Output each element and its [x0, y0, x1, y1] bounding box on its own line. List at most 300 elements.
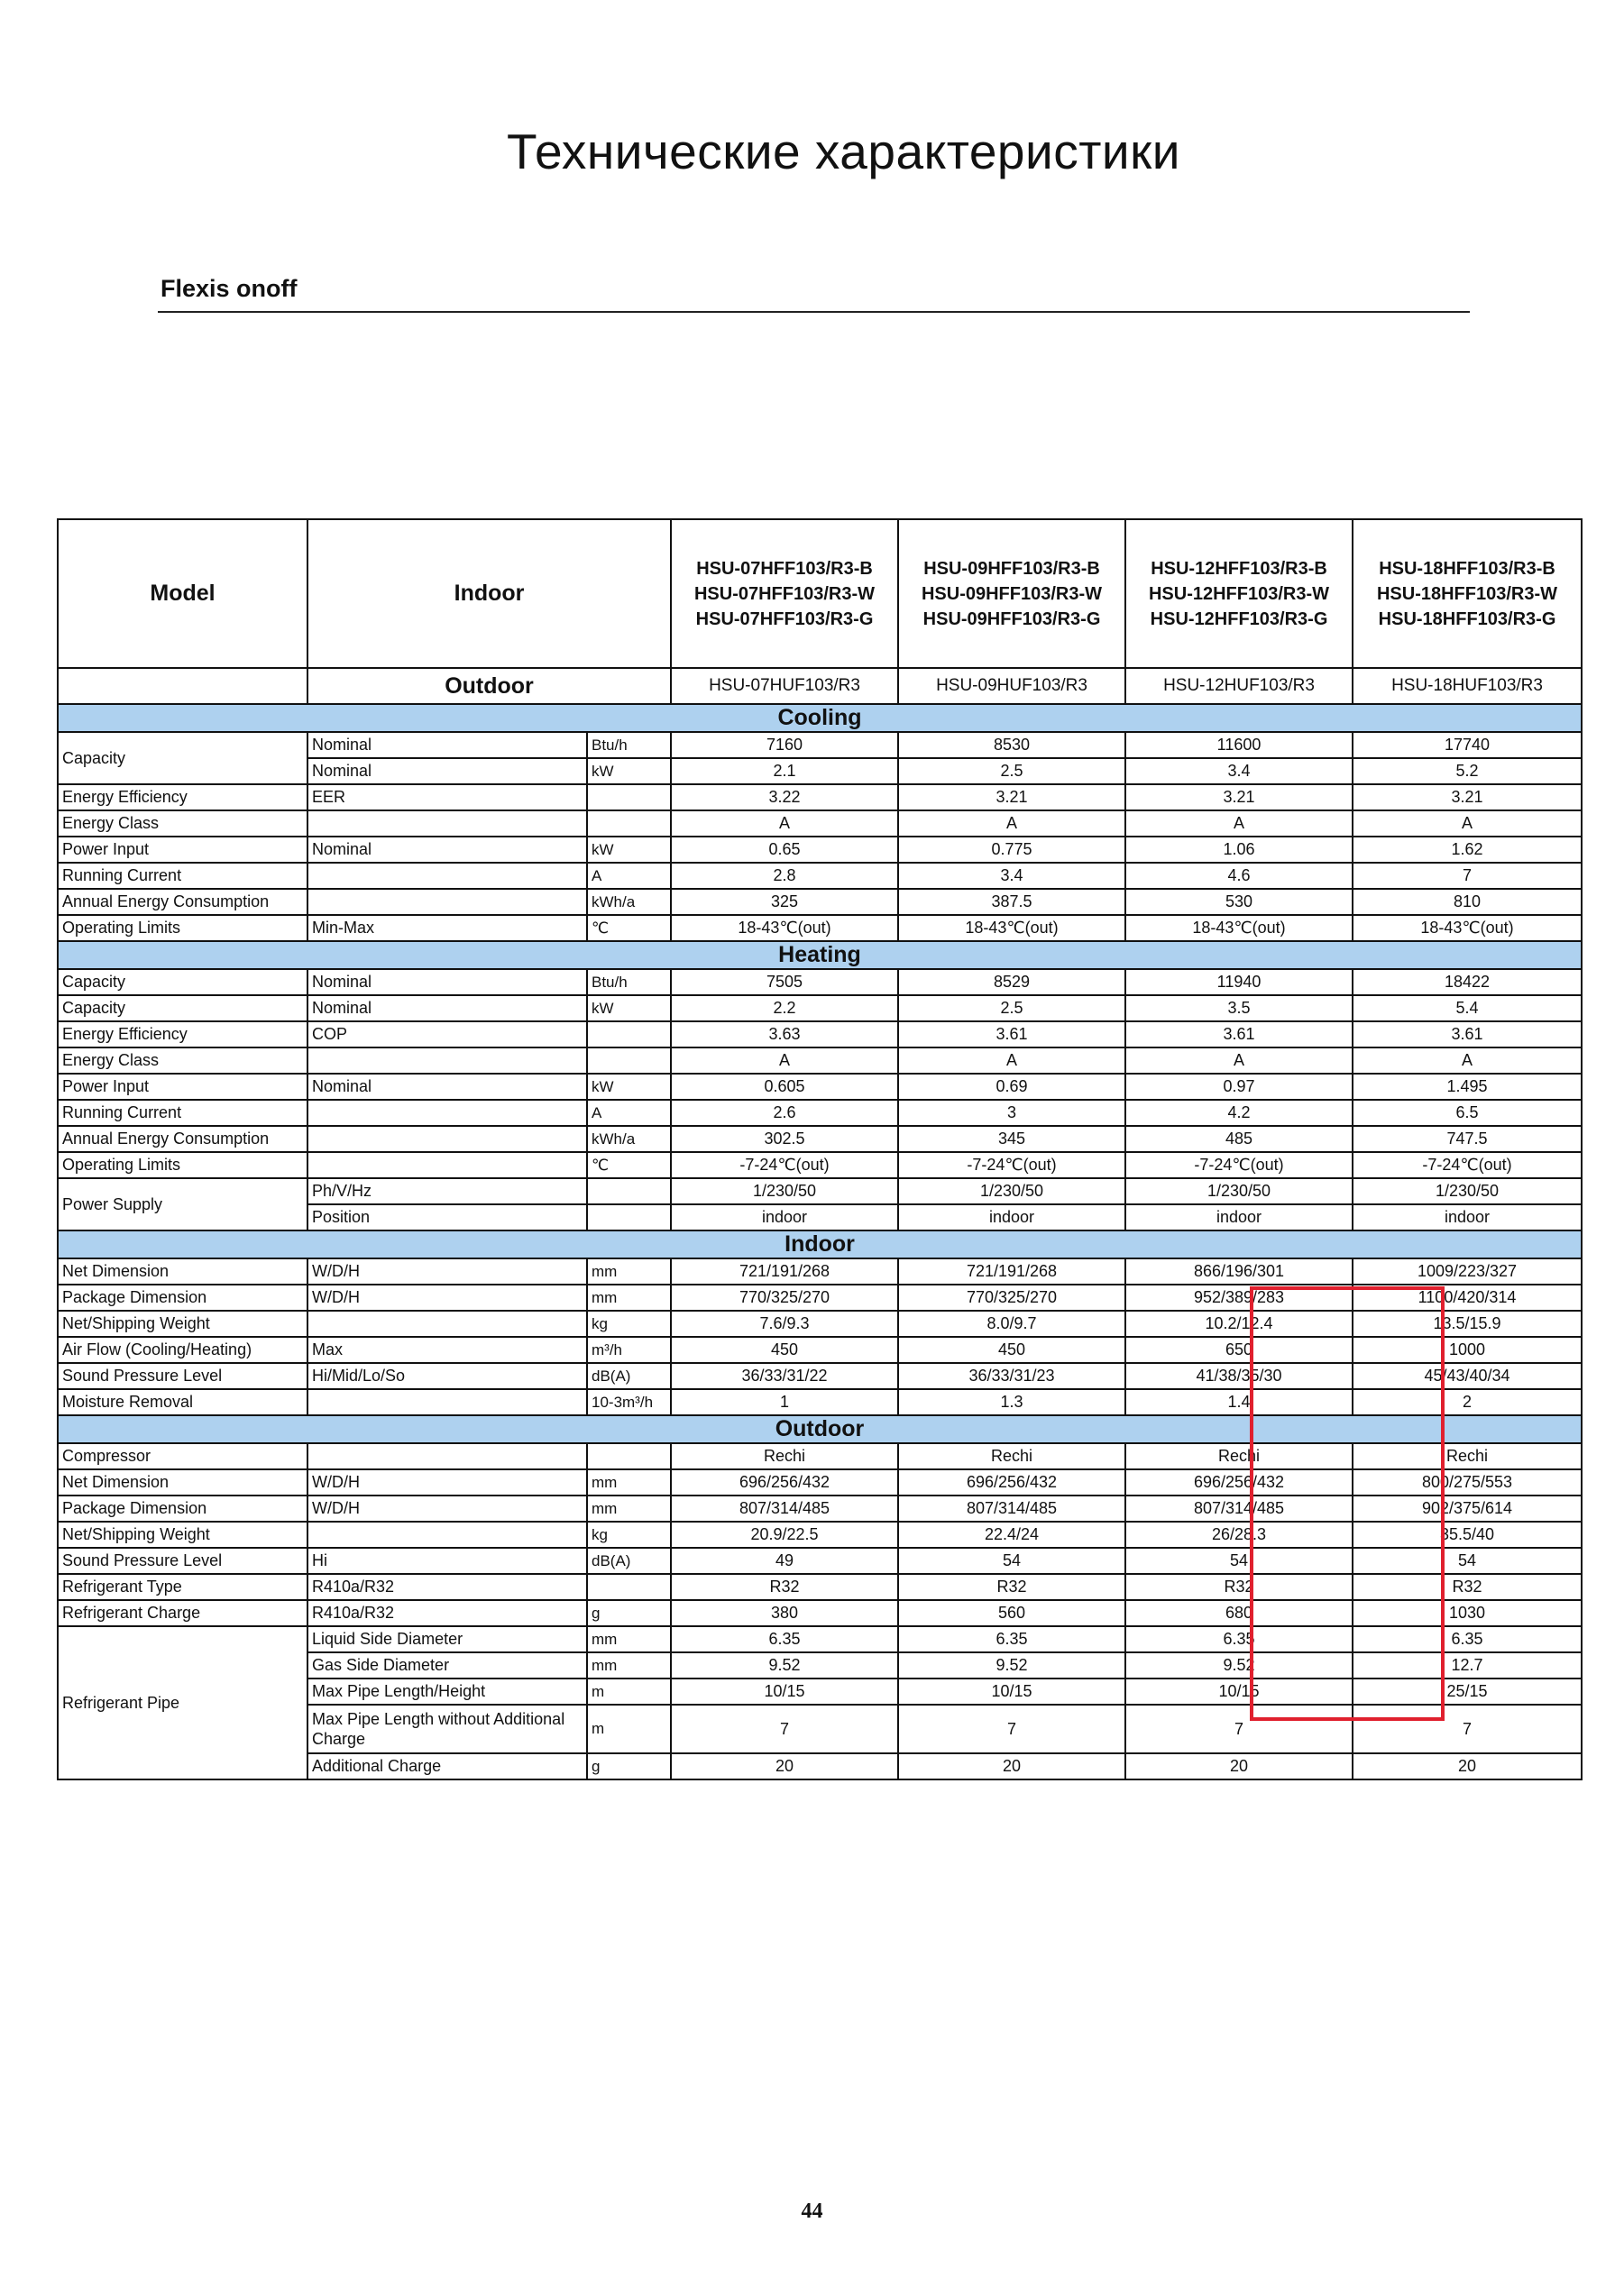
- param-cell: Net Dimension: [58, 1258, 307, 1285]
- spec-row: [58, 1522, 1582, 1548]
- sub-param-cell: [307, 1311, 587, 1337]
- param-cell: Sound Pressure Level: [58, 1363, 307, 1389]
- value-cell: 0.775: [898, 837, 1125, 863]
- sub-param-cell: Nominal: [307, 969, 587, 995]
- value-cell: 18-43℃(out): [1125, 915, 1353, 941]
- value-cell: A: [671, 1047, 898, 1074]
- value-cell: 387.5: [898, 889, 1125, 915]
- value-cell: R32: [1125, 1574, 1353, 1600]
- param-cell: Energy Efficiency: [58, 784, 307, 810]
- value-cell: 380: [671, 1600, 898, 1626]
- value-cell: -7-24℃(out): [1353, 1152, 1582, 1178]
- unit-cell: kW: [587, 758, 671, 784]
- spec-row: [58, 1443, 1582, 1469]
- spec-row: [58, 863, 1582, 889]
- unit-cell: A: [587, 863, 671, 889]
- value-cell: 450: [671, 1337, 898, 1363]
- value-cell: 3.61: [1125, 1021, 1353, 1047]
- sub-param-cell: [307, 863, 587, 889]
- param-cell: Sound Pressure Level: [58, 1548, 307, 1574]
- sub-param-cell: Nominal: [307, 837, 587, 863]
- value-cell: 810: [1353, 889, 1582, 915]
- spec-row: [58, 1047, 1582, 1074]
- value-cell: 45/43/40/34: [1353, 1363, 1582, 1389]
- value-cell: 2.5: [898, 995, 1125, 1021]
- value-cell: 1/230/50: [671, 1178, 898, 1204]
- value-cell: 7: [898, 1705, 1125, 1753]
- unit-cell: dB(A): [587, 1363, 671, 1389]
- value-cell: 650: [1125, 1337, 1353, 1363]
- page-title: Технические характеристики: [507, 123, 1180, 179]
- value-cell: 1/230/50: [898, 1178, 1125, 1204]
- unit-cell: A: [587, 1100, 671, 1126]
- value-cell: 866/196/301: [1125, 1258, 1353, 1285]
- value-cell: Rechi: [1125, 1443, 1353, 1469]
- sub-param-cell: [307, 889, 587, 915]
- param-cell: Energy Efficiency: [58, 1021, 307, 1047]
- spec-row: [58, 1389, 1582, 1415]
- model-variant: HSU-18HFF103/R3-B: [1379, 558, 1555, 579]
- unit-cell: mm: [587, 1285, 671, 1311]
- value-cell: 6.5: [1353, 1100, 1582, 1126]
- value-cell: 1.3: [898, 1389, 1125, 1415]
- value-cell: 20.9/22.5: [671, 1522, 898, 1548]
- value-cell: 4.6: [1125, 863, 1353, 889]
- sub-param-cell: Liquid Side Diameter: [307, 1626, 587, 1652]
- value-cell: 7: [671, 1705, 898, 1753]
- spec-row: [58, 732, 1582, 758]
- value-cell: 807/314/485: [1125, 1496, 1353, 1522]
- sub-param-cell: W/D/H: [307, 1496, 587, 1522]
- value-cell: 3: [898, 1100, 1125, 1126]
- value-cell: indoor: [1125, 1204, 1353, 1230]
- param-cell: Energy Class: [58, 810, 307, 837]
- value-cell: Rechi: [898, 1443, 1125, 1469]
- value-cell: A: [671, 810, 898, 837]
- value-cell: 485: [1125, 1126, 1353, 1152]
- model-variant: HSU-07HFF103/R3-W: [693, 583, 876, 604]
- sub-param-cell: R410a/R32: [307, 1600, 587, 1626]
- outdoor-model-cell: HSU-07HUF103/R3: [671, 668, 898, 704]
- model-variant: HSU-09HFF103/R3-B: [923, 558, 1100, 579]
- value-cell: 3.21: [1353, 784, 1582, 810]
- blank-cell: [58, 668, 307, 704]
- indoor-model-cell: [1125, 519, 1353, 668]
- param-cell: Power Input: [58, 1074, 307, 1100]
- value-cell: 902/375/614: [1353, 1496, 1582, 1522]
- value-cell: 696/256/432: [1125, 1469, 1353, 1496]
- sub-param-cell: Nominal: [307, 732, 587, 758]
- unit-cell: [587, 1443, 671, 1469]
- section-header-row: [58, 941, 1582, 969]
- value-cell: 1/230/50: [1353, 1178, 1582, 1204]
- param-cell: Net/Shipping Weight: [58, 1522, 307, 1548]
- value-cell: 6.35: [898, 1626, 1125, 1652]
- outdoor-header: Outdoor: [307, 668, 671, 704]
- value-cell: 0.65: [671, 837, 898, 863]
- value-cell: 721/191/268: [671, 1258, 898, 1285]
- unit-cell: [587, 1178, 671, 1204]
- section-header: Outdoor: [58, 1415, 1582, 1443]
- unit-cell: dB(A): [587, 1548, 671, 1574]
- value-cell: 5.2: [1353, 758, 1582, 784]
- spec-row: [58, 969, 1582, 995]
- value-cell: 11600: [1125, 732, 1353, 758]
- unit-cell: mm: [587, 1626, 671, 1652]
- model-variant: HSU-07HFF103/R3-G: [695, 608, 874, 629]
- value-cell: 0.97: [1125, 1074, 1353, 1100]
- value-cell: 8.0/9.7: [898, 1311, 1125, 1337]
- unit-cell: mm: [587, 1258, 671, 1285]
- value-cell: 721/191/268: [898, 1258, 1125, 1285]
- spec-row: [58, 1152, 1582, 1178]
- section-header-row: [58, 1415, 1582, 1443]
- param-cell: Refrigerant Type: [58, 1574, 307, 1600]
- value-cell: 18-43℃(out): [1353, 915, 1582, 941]
- param-cell: Refrigerant Pipe: [58, 1626, 307, 1779]
- spec-row: [58, 1126, 1582, 1152]
- spec-row: [58, 1626, 1582, 1652]
- value-cell: 5.4: [1353, 995, 1582, 1021]
- model-variant: HSU-09HFF103/R3-G: [922, 608, 1101, 629]
- sub-param-cell: W/D/H: [307, 1469, 587, 1496]
- value-cell: 3.21: [1125, 784, 1353, 810]
- value-cell: 18-43℃(out): [671, 915, 898, 941]
- value-cell: 3.21: [898, 784, 1125, 810]
- value-cell: 10/15: [898, 1679, 1125, 1705]
- value-cell: 12.7: [1353, 1652, 1582, 1679]
- value-cell: 20: [1125, 1753, 1353, 1779]
- value-cell: 0.605: [671, 1074, 898, 1100]
- value-cell: 18422: [1353, 969, 1582, 995]
- value-cell: 10.2/12.4: [1125, 1311, 1353, 1337]
- sub-param-cell: [307, 1522, 587, 1548]
- param-cell: Package Dimension: [58, 1496, 307, 1522]
- sub-param-cell: W/D/H: [307, 1258, 587, 1285]
- param-cell: Annual Energy Consumption: [58, 1126, 307, 1152]
- value-cell: 7160: [671, 732, 898, 758]
- value-cell: 49: [671, 1548, 898, 1574]
- value-cell: A: [1353, 810, 1582, 837]
- value-cell: 4.2: [1125, 1100, 1353, 1126]
- model-variant: HSU-18HFF103/R3-G: [1378, 608, 1556, 629]
- value-cell: 1009/223/327: [1353, 1258, 1582, 1285]
- param-cell: Power Input: [58, 837, 307, 863]
- param-cell: Refrigerant Charge: [58, 1600, 307, 1626]
- model-variant: HSU-12HFF103/R3-W: [1148, 583, 1330, 604]
- unit-cell: [587, 1047, 671, 1074]
- value-cell: 1.4: [1125, 1389, 1353, 1415]
- value-cell: 800/275/553: [1353, 1469, 1582, 1496]
- unit-cell: m: [587, 1679, 671, 1705]
- param-cell: Moisture Removal: [58, 1389, 307, 1415]
- value-cell: 2: [1353, 1389, 1582, 1415]
- section-header: Cooling: [58, 704, 1582, 732]
- param-cell: Operating Limits: [58, 1152, 307, 1178]
- param-cell: Capacity: [58, 732, 307, 784]
- value-cell: 18-43℃(out): [898, 915, 1125, 941]
- value-cell: Rechi: [1353, 1443, 1582, 1469]
- value-cell: 2.1: [671, 758, 898, 784]
- param-cell: Capacity: [58, 969, 307, 995]
- value-cell: 2.6: [671, 1100, 898, 1126]
- spec-row: [58, 1100, 1582, 1126]
- value-cell: 952/389/283: [1125, 1285, 1353, 1311]
- sub-param-cell: Min-Max: [307, 915, 587, 941]
- value-cell: R32: [898, 1574, 1125, 1600]
- value-cell: 9.52: [1125, 1652, 1353, 1679]
- unit-cell: kW: [587, 837, 671, 863]
- sub-param-cell: EER: [307, 784, 587, 810]
- spec-row: [58, 889, 1582, 915]
- unit-cell: 10-3m³/h: [587, 1389, 671, 1415]
- value-cell: 54: [1125, 1548, 1353, 1574]
- sub-param-cell: [307, 1443, 587, 1469]
- sub-param-cell: W/D/H: [307, 1285, 587, 1311]
- indoor-model-cell: [671, 519, 898, 668]
- param-cell: Running Current: [58, 1100, 307, 1126]
- value-cell: 450: [898, 1337, 1125, 1363]
- unit-cell: g: [587, 1753, 671, 1779]
- header-indoor-row: [58, 519, 1582, 668]
- sub-param-cell: Max: [307, 1337, 587, 1363]
- value-cell: 10/15: [1125, 1679, 1353, 1705]
- value-cell: 9.52: [898, 1652, 1125, 1679]
- unit-cell: kWh/a: [587, 889, 671, 915]
- indoor-header: Indoor: [307, 519, 671, 668]
- param-cell: Air Flow (Cooling/Heating): [58, 1337, 307, 1363]
- param-cell: Compressor: [58, 1443, 307, 1469]
- unit-cell: Btu/h: [587, 732, 671, 758]
- spec-row: [58, 1363, 1582, 1389]
- section-header-row: [58, 1230, 1582, 1258]
- unit-cell: [587, 810, 671, 837]
- sub-param-cell: [307, 1100, 587, 1126]
- unit-cell: m³/h: [587, 1337, 671, 1363]
- value-cell: indoor: [671, 1204, 898, 1230]
- param-cell: Operating Limits: [58, 915, 307, 941]
- param-cell: Energy Class: [58, 1047, 307, 1074]
- sub-param-cell: Ph/V/Hz: [307, 1178, 587, 1204]
- value-cell: 8530: [898, 732, 1125, 758]
- value-cell: 1.62: [1353, 837, 1582, 863]
- spec-row: [58, 1285, 1582, 1311]
- value-cell: 26/28.3: [1125, 1522, 1353, 1548]
- sub-param-cell: Max Pipe Length/Height: [307, 1679, 587, 1705]
- spec-row: [58, 1496, 1582, 1522]
- unit-cell: mm: [587, 1469, 671, 1496]
- spec-row: [58, 995, 1582, 1021]
- value-cell: 1/230/50: [1125, 1178, 1353, 1204]
- param-cell: Capacity: [58, 995, 307, 1021]
- value-cell: 302.5: [671, 1126, 898, 1152]
- unit-cell: kW: [587, 1074, 671, 1100]
- value-cell: 560: [898, 1600, 1125, 1626]
- param-cell: Net Dimension: [58, 1469, 307, 1496]
- param-cell: Annual Energy Consumption: [58, 889, 307, 915]
- value-cell: 11940: [1125, 969, 1353, 995]
- sub-param-cell: [307, 1389, 587, 1415]
- unit-cell: [587, 1204, 671, 1230]
- section-header: Indoor: [58, 1230, 1582, 1258]
- param-cell: Power Supply: [58, 1178, 307, 1230]
- unit-cell: mm: [587, 1652, 671, 1679]
- value-cell: 36/33/31/23: [898, 1363, 1125, 1389]
- product-series-title: Flexis onoff: [161, 275, 298, 302]
- value-cell: indoor: [898, 1204, 1125, 1230]
- value-cell: 3.22: [671, 784, 898, 810]
- unit-cell: kg: [587, 1311, 671, 1337]
- spec-row: [58, 1600, 1582, 1626]
- sub-param-cell: Nominal: [307, 995, 587, 1021]
- sub-param-cell: COP: [307, 1021, 587, 1047]
- param-cell: Package Dimension: [58, 1285, 307, 1311]
- value-cell: 17740: [1353, 732, 1582, 758]
- value-cell: A: [898, 810, 1125, 837]
- unit-cell: kg: [587, 1522, 671, 1548]
- unit-cell: m: [587, 1705, 671, 1753]
- value-cell: 35.5/40: [1353, 1522, 1582, 1548]
- sub-param-cell: Nominal: [307, 1074, 587, 1100]
- value-cell: 807/314/485: [898, 1496, 1125, 1522]
- value-cell: 770/325/270: [898, 1285, 1125, 1311]
- value-cell: 8529: [898, 969, 1125, 995]
- sub-param-cell: Gas Side Diameter: [307, 1652, 587, 1679]
- value-cell: A: [898, 1047, 1125, 1074]
- unit-cell: [587, 784, 671, 810]
- value-cell: 7.6/9.3: [671, 1311, 898, 1337]
- value-cell: 1: [671, 1389, 898, 1415]
- value-cell: 807/314/485: [671, 1496, 898, 1522]
- value-cell: 530: [1125, 889, 1353, 915]
- value-cell: 1.495: [1353, 1074, 1582, 1100]
- value-cell: 7: [1125, 1705, 1353, 1753]
- value-cell: 20: [1353, 1753, 1582, 1779]
- value-cell: 1000: [1353, 1337, 1582, 1363]
- value-cell: 6.35: [1125, 1626, 1353, 1652]
- sub-param-cell: R410a/R32: [307, 1574, 587, 1600]
- model-variant: HSU-12HFF103/R3-B: [1151, 558, 1327, 579]
- value-cell: -7-24℃(out): [671, 1152, 898, 1178]
- spec-row: [58, 1469, 1582, 1496]
- header-outdoor-row: [58, 668, 1582, 704]
- outdoor-model-cell: HSU-18HUF103/R3: [1353, 668, 1582, 704]
- value-cell: -7-24℃(out): [1125, 1152, 1353, 1178]
- spec-table: [57, 518, 1583, 1780]
- value-cell: 20: [671, 1753, 898, 1779]
- value-cell: 20: [898, 1753, 1125, 1779]
- param-cell: Running Current: [58, 863, 307, 889]
- value-cell: 3.61: [898, 1021, 1125, 1047]
- value-cell: A: [1353, 1047, 1582, 1074]
- value-cell: R32: [1353, 1574, 1582, 1600]
- sub-param-cell: Additional Charge: [307, 1753, 587, 1779]
- title-underline: [158, 311, 1470, 313]
- spec-row: [58, 1258, 1582, 1285]
- value-cell: 1.06: [1125, 837, 1353, 863]
- value-cell: 2.5: [898, 758, 1125, 784]
- sub-param-cell: Position: [307, 1204, 587, 1230]
- model-variant: HSU-12HFF103/R3-G: [1150, 608, 1328, 629]
- value-cell: 13.5/15.9: [1353, 1311, 1582, 1337]
- value-cell: 2.8: [671, 863, 898, 889]
- outdoor-model-cell: HSU-09HUF103/R3: [898, 668, 1125, 704]
- value-cell: -7-24℃(out): [898, 1152, 1125, 1178]
- sub-param-cell: Max Pipe Length without Additional Charge: [307, 1705, 587, 1753]
- value-cell: indoor: [1353, 1204, 1582, 1230]
- page-number: 44: [801, 2200, 823, 2223]
- value-cell: 6.35: [1353, 1626, 1582, 1652]
- spec-row: [58, 1574, 1582, 1600]
- spec-row: [58, 1311, 1582, 1337]
- sub-param-cell: [307, 810, 587, 837]
- sub-param-cell: [307, 1152, 587, 1178]
- spec-row: [58, 837, 1582, 863]
- sub-param-cell: Hi/Mid/Lo/So: [307, 1363, 587, 1389]
- spec-row: [58, 1074, 1582, 1100]
- spec-row: [58, 784, 1582, 810]
- section-header-row: [58, 704, 1582, 732]
- value-cell: R32: [671, 1574, 898, 1600]
- unit-cell: kW: [587, 995, 671, 1021]
- spec-row: [58, 915, 1582, 941]
- indoor-model-cell: [898, 519, 1125, 668]
- param-cell: Net/Shipping Weight: [58, 1311, 307, 1337]
- value-cell: 10/15: [671, 1679, 898, 1705]
- spec-row: [58, 1337, 1582, 1363]
- value-cell: 7505: [671, 969, 898, 995]
- unit-cell: g: [587, 1600, 671, 1626]
- value-cell: 3.4: [1125, 758, 1353, 784]
- value-cell: Rechi: [671, 1443, 898, 1469]
- sub-param-cell: [307, 1126, 587, 1152]
- value-cell: A: [1125, 810, 1353, 837]
- value-cell: 345: [898, 1126, 1125, 1152]
- value-cell: 696/256/432: [671, 1469, 898, 1496]
- value-cell: 3.63: [671, 1021, 898, 1047]
- unit-cell: Btu/h: [587, 969, 671, 995]
- section-header: Heating: [58, 941, 1582, 969]
- model-variant: HSU-18HFF103/R3-W: [1376, 583, 1558, 604]
- value-cell: 1030: [1353, 1600, 1582, 1626]
- spec-row: [58, 1178, 1582, 1204]
- unit-cell: kWh/a: [587, 1126, 671, 1152]
- unit-cell: ℃: [587, 915, 671, 941]
- value-cell: 7: [1353, 1705, 1582, 1753]
- value-cell: 3.5: [1125, 995, 1353, 1021]
- value-cell: 54: [1353, 1548, 1582, 1574]
- sub-param-cell: [307, 1047, 587, 1074]
- unit-cell: [587, 1021, 671, 1047]
- value-cell: 7: [1353, 863, 1582, 889]
- spec-row: [58, 810, 1582, 837]
- unit-cell: mm: [587, 1496, 671, 1522]
- value-cell: 22.4/24: [898, 1522, 1125, 1548]
- value-cell: 0.69: [898, 1074, 1125, 1100]
- value-cell: 36/33/31/22: [671, 1363, 898, 1389]
- value-cell: 680: [1125, 1600, 1353, 1626]
- value-cell: 325: [671, 889, 898, 915]
- value-cell: 696/256/432: [898, 1469, 1125, 1496]
- value-cell: 54: [898, 1548, 1125, 1574]
- unit-cell: ℃: [587, 1152, 671, 1178]
- unit-cell: [587, 1574, 671, 1600]
- sub-param-cell: Hi: [307, 1548, 587, 1574]
- value-cell: 3.61: [1353, 1021, 1582, 1047]
- value-cell: 2.2: [671, 995, 898, 1021]
- value-cell: 747.5: [1353, 1126, 1582, 1152]
- model-variant: HSU-07HFF103/R3-B: [696, 558, 873, 579]
